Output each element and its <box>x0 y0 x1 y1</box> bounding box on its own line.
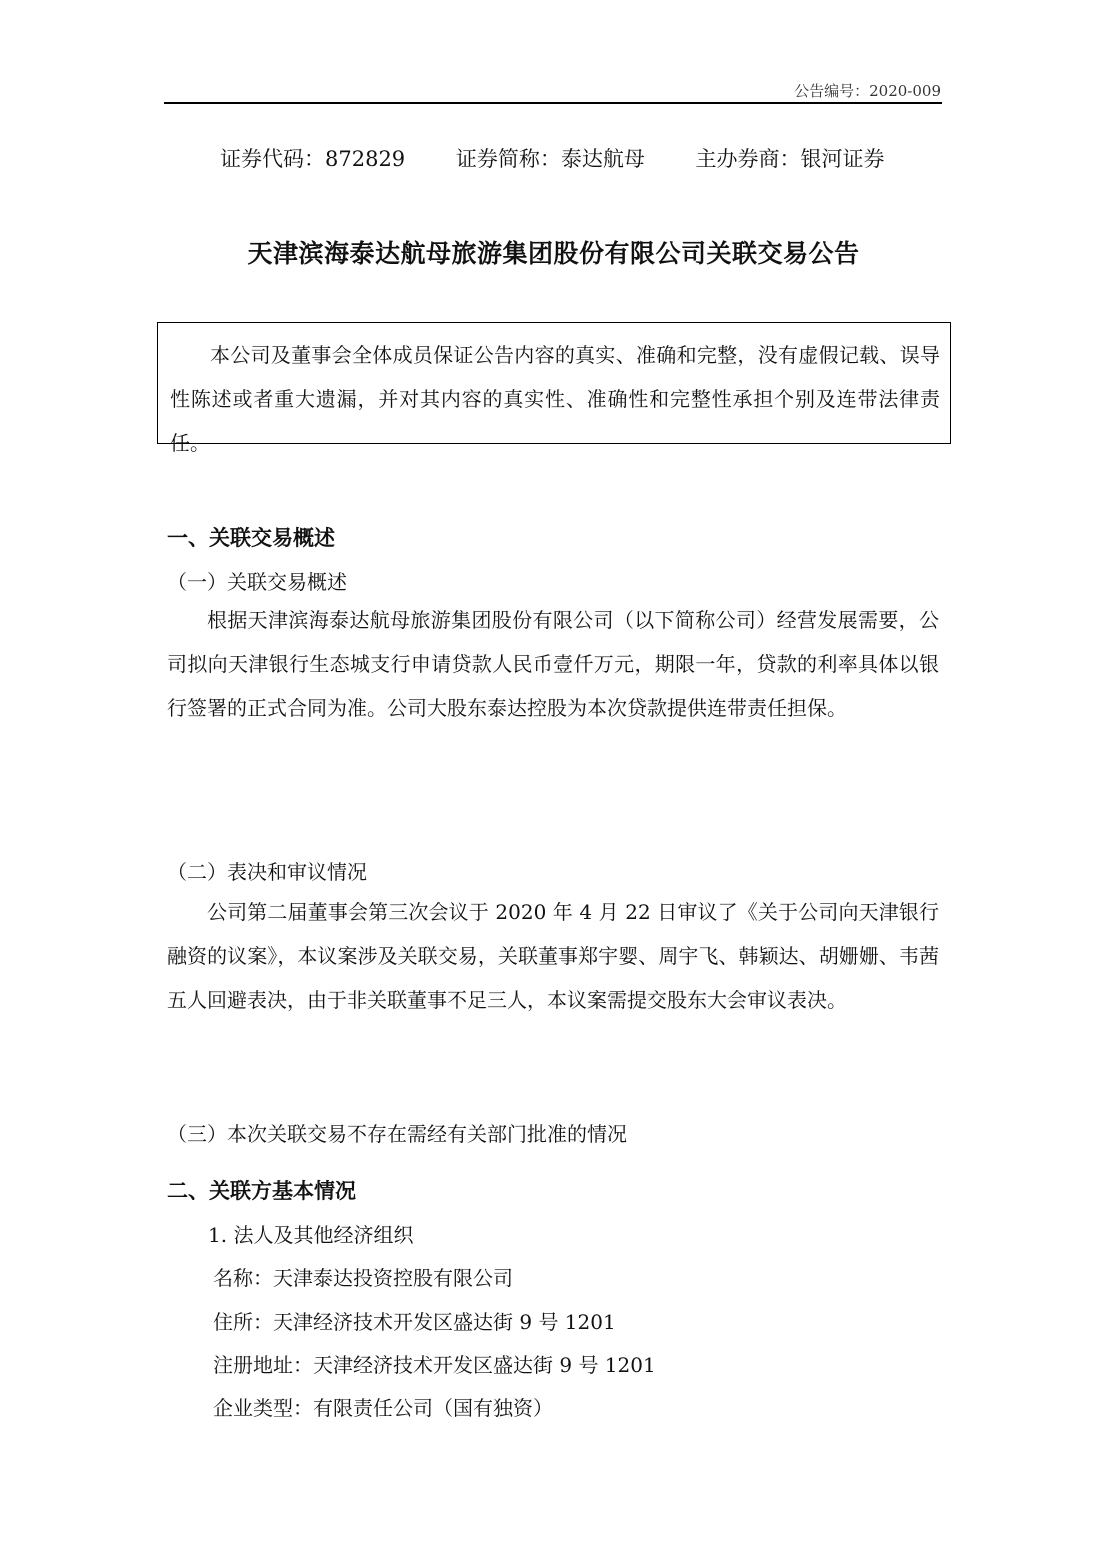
section-1-2-paragraph: 公司第二届董事会第三次会议于 2020 年 4 月 22 日审议了《关于公司向天津银行融资的议案》，本议案涉及关联交易，关联董事郑宇婴、周宇飞、韩颖达、胡姗姗、韦茜五人回避表决，由于非关联董事不足三人，本议案需提交股东大会审议表决。 <box>167 900 939 1012</box>
section-1-1-paragraph: 根据天津滨海泰达航母旅游集团股份有限公司（以下简称公司）经营发展需要，公司拟向天津银行生态城支行申请贷款人民币壹仟万元，期限一年，贷款的利率具体以银行签署的正式合同为准。公司大股东泰达控股为本次贷款提供连带责任担保。 <box>167 608 939 720</box>
document-title: 天津滨海泰达航母旅游集团股份有限公司关联交易公告 <box>247 239 860 268</box>
related-party-address: 住所：天津经济技术开发区盛达街 9 号 1201 <box>213 1310 616 1334</box>
related-party-company-type: 企业类型：有限责任公司（国有独资） <box>213 1396 553 1420</box>
securities-info-line <box>220 143 929 173</box>
related-party-name: 名称：天津泰达投资控股有限公司 <box>213 1266 513 1290</box>
board-guarantee-notice: 本公司及董事会全体成员保证公告内容的真实、准确和完整，没有虚假记载、误导性陈述或者重大遗漏，并对其内容的真实性、准确性和完整性承担个别及连带法律责任。 <box>157 322 951 444</box>
section-1-1-heading: （一）关联交易概述 <box>167 570 347 594</box>
section-1-3-heading: （三）本次关联交易不存在需经有关部门批准的情况 <box>167 1122 627 1146</box>
section-2-heading: 二、关联方基本情况 <box>167 1178 356 1203</box>
securities-short-name: 证券简称：泰达航母 <box>455 147 645 171</box>
sponsor-broker: 主办券商：银河证券 <box>695 147 885 171</box>
securities-code: 证券代码：872829 <box>220 147 406 171</box>
section-1-heading: 一、关联交易概述 <box>167 525 335 550</box>
related-party-registered-address: 注册地址：天津经济技术开发区盛达街 9 号 1201 <box>213 1353 656 1377</box>
item-legal-entity: 1. 法人及其他经济组织 <box>208 1223 414 1247</box>
announcement-number: 公告编号：2020-009 <box>794 82 941 100</box>
section-1-2-heading: （二）表决和审议情况 <box>167 860 367 884</box>
header-rule <box>164 102 942 104</box>
